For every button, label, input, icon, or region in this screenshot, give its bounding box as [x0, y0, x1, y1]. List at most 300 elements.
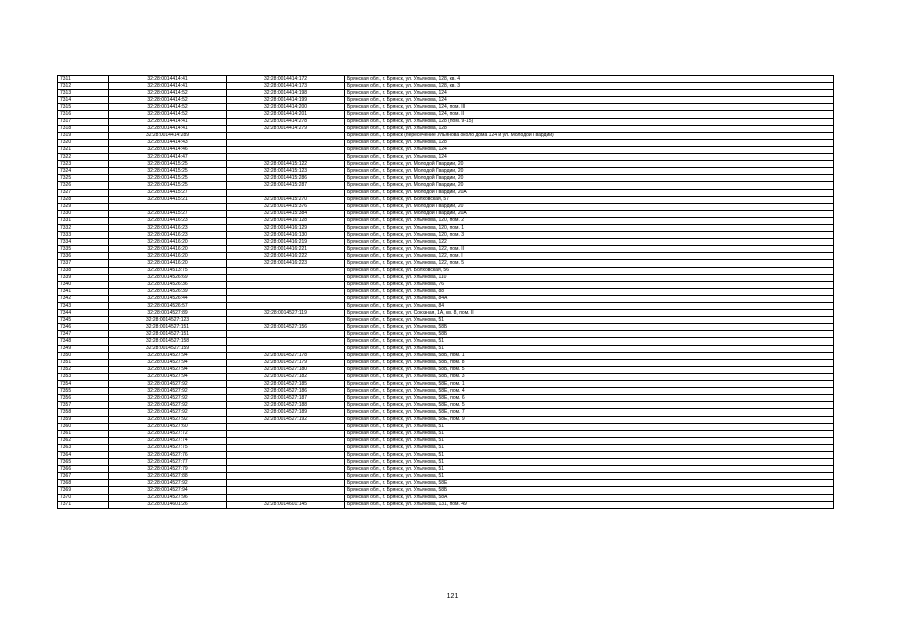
- land-cadastral-number-cell: 32:28:0014416:23: [109, 232, 227, 239]
- table-row: [58, 111, 834, 118]
- address-cell: Брянская обл., г. Брянск, ул. Молодой Гвардии, 20А: [345, 210, 834, 217]
- row-number-cell: 7369: [58, 487, 109, 494]
- building-cadastral-number-cell: [227, 139, 345, 146]
- row-number-cell: 7327: [58, 189, 109, 196]
- address-cell: Брянская обл., г. Брянск, ул. Ульянова, 51: [345, 473, 834, 480]
- address-cell: Брянская обл., г. Брянск, ул. Ульянова, 122: [345, 239, 834, 246]
- row-number-cell: 7333: [58, 232, 109, 239]
- land-cadastral-number-cell: 32:28:0014414:41: [109, 118, 227, 125]
- row-number-cell: 7360: [58, 423, 109, 430]
- row-number-cell: 7318: [58, 125, 109, 132]
- building-cadastral-number-cell: 32:28:0014414:278: [227, 118, 345, 125]
- land-cadastral-number-cell: 32:28:0014527:77: [109, 459, 227, 466]
- row-number-cell: 7312: [58, 83, 109, 90]
- address-cell: Брянская обл., г. Брянск, ул. Молодой Гвардии, 20: [345, 203, 834, 210]
- table-row: [58, 232, 834, 239]
- table-row: [58, 146, 834, 153]
- building-cadastral-number-cell: 32:28:0014527:182: [227, 373, 345, 380]
- row-number-cell: 7365: [58, 459, 109, 466]
- row-number-cell: 7347: [58, 331, 109, 338]
- land-cadastral-number-cell: [109, 203, 227, 210]
- row-number-cell: 7343: [58, 303, 109, 310]
- row-number-cell: 7356: [58, 395, 109, 402]
- table-row: [58, 139, 834, 146]
- row-number-cell: 7354: [58, 381, 109, 388]
- row-number-cell: 7313: [58, 90, 109, 97]
- address-cell: Брянская обл., г. Брянск, ул. Ульянова, 84: [345, 303, 834, 310]
- table-row: [58, 359, 834, 366]
- building-cadastral-number-cell: [227, 189, 345, 196]
- land-cadastral-number-cell: 32:28:0014527:92: [109, 388, 227, 395]
- building-cadastral-number-cell: [227, 338, 345, 345]
- land-cadastral-number-cell: 32:28:0014527:74: [109, 437, 227, 444]
- table-row: [58, 395, 834, 402]
- address-cell: Брянская обл., г. Брянск, ул. Ульянова, 128: [345, 139, 834, 146]
- row-number-cell: 7367: [58, 473, 109, 480]
- row-number-cell: 7316: [58, 111, 109, 118]
- building-cadastral-number-cell: 32:28:0014416:128: [227, 217, 345, 224]
- building-cadastral-number-cell: 32:28:0014415:384: [227, 210, 345, 217]
- address-cell: Брянская обл., г. Брянск, ул. Ульянова, 124: [345, 97, 834, 104]
- row-number-cell: 7349: [58, 345, 109, 352]
- table-row: [58, 416, 834, 423]
- table-row: [58, 239, 834, 246]
- address-cell: Брянская обл., г. Брянск, ул. Ульянова, 51: [345, 423, 834, 430]
- building-cadastral-number-cell: 32:28:0014527:188: [227, 402, 345, 409]
- table-row: [58, 501, 834, 508]
- address-cell: Брянская обл., г. Брянск, ул. Ульянова, 124, пом. III: [345, 104, 834, 111]
- row-number-cell: 7335: [58, 246, 109, 253]
- land-cadastral-number-cell: 32:28:0014527:94: [109, 359, 227, 366]
- table-row: [58, 217, 834, 224]
- land-cadastral-number-cell: 32:28:0014527:94: [109, 366, 227, 373]
- address-cell: Брянская обл., г. Брянск, ул. Ульянова, 51: [345, 317, 834, 324]
- row-number-cell: 7362: [58, 437, 109, 444]
- address-cell: Брянская обл., г. Брянск, ул. Ульянова, 58Б: [345, 331, 834, 338]
- table-row: [58, 295, 834, 302]
- address-cell: Брянская обл., г. Брянск, ул. Ульянова, 51: [345, 466, 834, 473]
- land-cadastral-number-cell: 32:28:0014527:94: [109, 373, 227, 380]
- table-row: [58, 423, 834, 430]
- address-cell: Брянская обл., г. Брянск, ул. Ульянова, 124: [345, 90, 834, 97]
- address-cell: Брянская обл., г. Брянск, ул. Ульянова, 58Е, пом. 9: [345, 416, 834, 423]
- address-cell: Брянская обл., г. Брянск, ул. Ульянова, 51: [345, 459, 834, 466]
- building-cadastral-number-cell: [227, 132, 345, 139]
- address-cell: Брянская обл., г. Брянск, ул. Союзная, 1А, кв. 8, пом. II: [345, 310, 834, 317]
- table-row: [58, 473, 834, 480]
- table-row: [58, 317, 834, 324]
- table-row: [58, 224, 834, 231]
- address-cell: Брянская обл., г. Брянск, ул. Ульянова, 122, пом. 5: [345, 260, 834, 267]
- land-cadastral-number-cell: 32:28:0014527:159: [109, 345, 227, 352]
- land-cadastral-number-cell: 32:28:0014414:52: [109, 97, 227, 104]
- building-cadastral-number-cell: [227, 480, 345, 487]
- row-number-cell: 7340: [58, 281, 109, 288]
- land-cadastral-number-cell: 32:28:0014414:47: [109, 154, 227, 161]
- table-row: [58, 246, 834, 253]
- building-cadastral-number-cell: [227, 317, 345, 324]
- address-cell: Брянская обл., г. Брянск, ул. Ульянова, 51: [345, 430, 834, 437]
- building-cadastral-number-cell: 32:28:0014415:287: [227, 182, 345, 189]
- row-number-cell: 7361: [58, 430, 109, 437]
- row-number-cell: 7357: [58, 402, 109, 409]
- land-cadastral-number-cell: 32:28:0014414:52: [109, 104, 227, 111]
- address-cell: Брянская обл., г. Брянск, ул. Ульянова, 58Б: [345, 487, 834, 494]
- land-cadastral-number-cell: 32:28:0014415:25: [109, 175, 227, 182]
- row-number-cell: 7336: [58, 253, 109, 260]
- building-cadastral-number-cell: [227, 437, 345, 444]
- row-number-cell: 7352: [58, 366, 109, 373]
- row-number-cell: 7319: [58, 132, 109, 139]
- address-cell: Брянская обл., г. Брянск, ул. Молодой Гвардии, 20: [345, 175, 834, 182]
- table-row: [58, 459, 834, 466]
- building-cadastral-number-cell: 32:28:0014414:198: [227, 90, 345, 97]
- address-cell: Брянская обл., г. Брянск, ул. Молодой Гвардии, 20А: [345, 189, 834, 196]
- building-cadastral-number-cell: [227, 473, 345, 480]
- land-cadastral-number-cell: 32:28:0014414:41: [109, 125, 227, 132]
- row-number-cell: 7368: [58, 480, 109, 487]
- land-cadastral-number-cell: 32:28:0014415:25: [109, 182, 227, 189]
- page-number: 121: [446, 593, 459, 600]
- address-cell: Брянская обл., г. Брянск, ул. Ульянова, 128, кв. 3: [345, 83, 834, 90]
- table-row: [58, 83, 834, 90]
- table-row: [58, 381, 834, 388]
- table-row: [58, 76, 834, 83]
- row-number-cell: 7314: [58, 97, 109, 104]
- row-number-cell: 7311: [58, 76, 109, 83]
- table-row: [58, 345, 834, 352]
- address-cell: Брянская обл., г. Брянск, ул. Молодой Гвардии, 20: [345, 161, 834, 168]
- row-number-cell: 7331: [58, 217, 109, 224]
- land-cadastral-number-cell: 32:28:0014526:36: [109, 281, 227, 288]
- address-cell: Брянская обл., г. Брянск, ул. Ульянова, 58Б, пом. 5: [345, 366, 834, 373]
- row-number-cell: 7326: [58, 182, 109, 189]
- land-cadastral-number-cell: 32:28:0014527:79: [109, 466, 227, 473]
- address-cell: Брянская обл., г. Брянск, ул. Ульянова, 51: [345, 444, 834, 451]
- building-cadastral-number-cell: [227, 451, 345, 458]
- row-number-cell: 7322: [58, 154, 109, 161]
- land-cadastral-number-cell: 32:28:0014527:96: [109, 494, 227, 501]
- building-cadastral-number-cell: 32:28:0014415:376: [227, 203, 345, 210]
- row-number-cell: 7366: [58, 466, 109, 473]
- table-row: [58, 366, 834, 373]
- land-cadastral-number-cell: 32:28:0014527:72: [109, 430, 227, 437]
- table-row: [58, 494, 834, 501]
- address-cell: Брянская обл., г. Брянск, ул. Ульянова, 124: [345, 154, 834, 161]
- row-number-cell: 7332: [58, 224, 109, 231]
- row-number-cell: 7324: [58, 168, 109, 175]
- table-row: [58, 210, 834, 217]
- row-number-cell: 7328: [58, 196, 109, 203]
- land-cadastral-number-cell: 32:28:0014527:151: [109, 324, 227, 331]
- building-cadastral-number-cell: 32:28:0014415:286: [227, 175, 345, 182]
- table-row: [58, 451, 834, 458]
- row-number-cell: 7329: [58, 203, 109, 210]
- land-cadastral-number-cell: 32:28:0014527:158: [109, 338, 227, 345]
- land-cadastral-number-cell: 32:28:0014527:76: [109, 451, 227, 458]
- table-row: [58, 324, 834, 331]
- building-cadastral-number-cell: 32:28:0014416:223: [227, 260, 345, 267]
- building-cadastral-number-cell: 32:28:0014414:201: [227, 111, 345, 118]
- land-cadastral-number-cell: 32:28:0014527:123: [109, 317, 227, 324]
- table-row: [58, 466, 834, 473]
- row-number-cell: 7338: [58, 267, 109, 274]
- table-row: [58, 288, 834, 295]
- building-cadastral-number-cell: [227, 146, 345, 153]
- address-cell: Брянская обл., г. Брянск, ул. Ульянова, 51: [345, 437, 834, 444]
- table-row: [58, 331, 834, 338]
- table-row: [58, 175, 834, 182]
- building-cadastral-number-cell: [227, 430, 345, 437]
- address-cell: Брянская обл., г. Брянск, ул. Ульянова, 58Б, пом. 8: [345, 359, 834, 366]
- table-row: [58, 125, 834, 132]
- building-cadastral-number-cell: 32:28:0014527:119: [227, 310, 345, 317]
- address-cell: Брянская обл., г. Брянск, ул. Ульянова, 124: [345, 146, 834, 153]
- table-row: [58, 182, 834, 189]
- address-cell: Брянская обл., г. Брянск, ул. Ульянова, 128 (пом. 9-15): [345, 118, 834, 125]
- land-cadastral-number-cell: 32:28:0014601:26: [109, 501, 227, 508]
- table-row: [58, 260, 834, 267]
- address-cell: Брянская обл., г. Брянск, ул. Ульянова, 84А: [345, 295, 834, 302]
- table-row: [58, 444, 834, 451]
- address-cell: Брянская обл., г. Брянск, ул. Ульянова, 120, пом. 1: [345, 224, 834, 231]
- land-cadastral-number-cell: 32:28:0014414:46: [109, 146, 227, 153]
- address-cell: Брянская обл., г. Брянск, ул. Ульянова, 58Е: [345, 480, 834, 487]
- land-cadastral-number-cell: 32:28:0014415:27: [109, 210, 227, 217]
- land-cadastral-number-cell: 32:28:0014415:21: [109, 196, 227, 203]
- building-cadastral-number-cell: [227, 459, 345, 466]
- row-number-cell: 7351: [58, 359, 109, 366]
- address-cell: Брянская обл., г. Брянск, ул. Ульянова, 88: [345, 288, 834, 295]
- building-cadastral-number-cell: 32:28:0014527:156: [227, 324, 345, 331]
- land-cadastral-number-cell: 32:28:0014527:151: [109, 331, 227, 338]
- row-number-cell: 7321: [58, 146, 109, 153]
- table-row: [58, 90, 834, 97]
- table-row: [58, 274, 834, 281]
- land-cadastral-number-cell: 32:28:0014527:92: [109, 409, 227, 416]
- table-row: [58, 189, 834, 196]
- row-number-cell: 7330: [58, 210, 109, 217]
- building-cadastral-number-cell: [227, 487, 345, 494]
- row-number-cell: 7371: [58, 501, 109, 508]
- address-cell: Брянская обл., г. Брянск, ул. Ульянова, 120, пом. 2: [345, 217, 834, 224]
- building-cadastral-number-cell: [227, 295, 345, 302]
- building-cadastral-number-cell: 32:28:0014416:130: [227, 232, 345, 239]
- land-cadastral-number-cell: 32:28:0014527:88: [109, 473, 227, 480]
- land-cadastral-number-cell: 32:28:0014415:25: [109, 168, 227, 175]
- building-cadastral-number-cell: [227, 274, 345, 281]
- row-number-cell: 7363: [58, 444, 109, 451]
- land-cadastral-number-cell: 32:28:0014414:43: [109, 139, 227, 146]
- land-cadastral-number-cell: 32:28:0014527:94: [109, 352, 227, 359]
- land-cadastral-number-cell: 32:28:0014527:94: [109, 487, 227, 494]
- table-row: [58, 118, 834, 125]
- address-cell: Брянская обл., г. Брянск, ул. Ульянова, 128: [345, 125, 834, 132]
- address-cell: Брянская обл., г. Брянск, ул. Ульянова, 58Е, пом. 7: [345, 409, 834, 416]
- row-number-cell: 7346: [58, 324, 109, 331]
- address-cell: Брянская обл., г. Брянск, ул. Ульянова, 58Б, пом. 3: [345, 373, 834, 380]
- address-cell: Брянская обл., г. Брянск, ул. Ульянова, 122, пом. I: [345, 253, 834, 260]
- row-number-cell: 7342: [58, 295, 109, 302]
- row-number-cell: 7317: [58, 118, 109, 125]
- land-cadastral-number-cell: 32:28:0014527:92: [109, 381, 227, 388]
- land-cadastral-number-cell: 32:28:0014526:44: [109, 295, 227, 302]
- building-cadastral-number-cell: 32:28:0014414:173: [227, 83, 345, 90]
- row-number-cell: 7344: [58, 310, 109, 317]
- table-row: [58, 402, 834, 409]
- land-cadastral-number-cell: 32:28:0014414:52: [109, 111, 227, 118]
- row-number-cell: 7353: [58, 373, 109, 380]
- row-number-cell: 7345: [58, 317, 109, 324]
- building-cadastral-number-cell: 32:28:0014527:187: [227, 395, 345, 402]
- building-cadastral-number-cell: 32:28:0014416:222: [227, 253, 345, 260]
- land-cadastral-number-cell: 32:28:0014526:39: [109, 288, 227, 295]
- address-cell: Брянская обл., г. Брянск, ул. Болховская, 57: [345, 196, 834, 203]
- building-cadastral-number-cell: 32:28:0014527:179: [227, 359, 345, 366]
- land-cadastral-number-cell: 32:28:0014414:41: [109, 83, 227, 90]
- address-cell: Брянская обл., г. Брянск, ул. Ульянова, 51: [345, 451, 834, 458]
- building-cadastral-number-cell: [227, 444, 345, 451]
- land-cadastral-number-cell: 32:28:0014416:20: [109, 260, 227, 267]
- table-row: [58, 437, 834, 444]
- row-number-cell: 7337: [58, 260, 109, 267]
- land-cadastral-number-cell: 32:28:0014527:89: [109, 310, 227, 317]
- land-cadastral-number-cell: 32:28:0014416:20: [109, 246, 227, 253]
- row-number-cell: 7334: [58, 239, 109, 246]
- table-row: [58, 430, 834, 437]
- table-row: [58, 388, 834, 395]
- table-row: [58, 104, 834, 111]
- row-number-cell: 7348: [58, 338, 109, 345]
- row-number-cell: 7364: [58, 451, 109, 458]
- row-number-cell: 7350: [58, 352, 109, 359]
- registry-table-body: [58, 76, 834, 509]
- address-cell: Брянская обл., г. Брянск, ул. Ульянова, 120, пом. 3: [345, 232, 834, 239]
- land-cadastral-number-cell: 32:28:0014513:75: [109, 267, 227, 274]
- table-row: [58, 253, 834, 260]
- table-row: [58, 352, 834, 359]
- address-cell: Брянская обл., г. Брянск, ул. Молодой Гвардии, 20: [345, 182, 834, 189]
- building-cadastral-number-cell: 32:28:0014414:279: [227, 125, 345, 132]
- address-cell: Брянская обл., г. Брянск, ул. Ульянова, 58Е, пом. 6: [345, 395, 834, 402]
- table-row: [58, 487, 834, 494]
- address-cell: Брянская обл., г. Брянск, ул. Ульянова, 58Е, пом. 5: [345, 402, 834, 409]
- building-cadastral-number-cell: [227, 331, 345, 338]
- table-row: [58, 196, 834, 203]
- address-cell: Брянская обл., г. Брянск, ул. Ульянова, 58Б, пом. 1: [345, 352, 834, 359]
- building-cadastral-number-cell: [227, 494, 345, 501]
- building-cadastral-number-cell: 32:28:0014414:200: [227, 104, 345, 111]
- address-cell: Брянская обл., г. Брянск, ул. Ульянова, 122, пом. II: [345, 246, 834, 253]
- row-number-cell: 7320: [58, 139, 109, 146]
- building-cadastral-number-cell: [227, 466, 345, 473]
- address-cell: Брянская обл., г. Брянск, ул. Ульянова, 124, пом. II: [345, 111, 834, 118]
- row-number-cell: 7359: [58, 416, 109, 423]
- building-cadastral-number-cell: [227, 345, 345, 352]
- address-cell: Брянская обл., г. Брянск, ул. Ульянова, 58А: [345, 494, 834, 501]
- building-cadastral-number-cell: [227, 154, 345, 161]
- row-number-cell: 7339: [58, 274, 109, 281]
- building-cadastral-number-cell: 32:28:0014415:122: [227, 161, 345, 168]
- building-cadastral-number-cell: 32:28:0014416:221: [227, 246, 345, 253]
- building-cadastral-number-cell: [227, 267, 345, 274]
- building-cadastral-number-cell: 32:28:0014415:270: [227, 196, 345, 203]
- land-cadastral-number-cell: 32:28:0014416:20: [109, 253, 227, 260]
- row-number-cell: 7323: [58, 161, 109, 168]
- building-cadastral-number-cell: 32:28:0014601:145: [227, 501, 345, 508]
- address-cell: Брянская обл., г. Брянск, ул. Молодой Гвардии, 20: [345, 168, 834, 175]
- address-cell: Брянская обл., г. Брянск, ул. Ульянова, 51: [345, 345, 834, 352]
- table-row: [58, 168, 834, 175]
- building-cadastral-number-cell: 32:28:0014527:186: [227, 388, 345, 395]
- table-row: [58, 161, 834, 168]
- land-cadastral-number-cell: 32:28:0014416:20: [109, 239, 227, 246]
- land-cadastral-number-cell: 32:28:0014414:41: [109, 76, 227, 83]
- land-cadastral-number-cell: 32:28:0014527:60: [109, 423, 227, 430]
- address-cell: Брянская обл., г. Брянск, ул. Ульянова, 76: [345, 281, 834, 288]
- address-cell: Брянская обл., г. Брянск, ул. Ульянова, 58Е, пом. 4: [345, 388, 834, 395]
- land-cadastral-number-cell: 32:28:0014415:25: [109, 161, 227, 168]
- row-number-cell: 7358: [58, 409, 109, 416]
- land-cadastral-number-cell: 32:28:0014527:92: [109, 480, 227, 487]
- land-cadastral-number-cell: 32:28:0014414:52: [109, 90, 227, 97]
- table-row: [58, 338, 834, 345]
- land-cadastral-number-cell: 32:28:0014527:75: [109, 444, 227, 451]
- land-cadastral-number-cell: 32:28:0014526:69: [109, 274, 227, 281]
- address-cell: Брянская обл., г. Брянск, ул. Ульянова, 58Б: [345, 324, 834, 331]
- land-cadastral-number-cell: 32:28:0014527:92: [109, 402, 227, 409]
- table-row: [58, 303, 834, 310]
- address-cell: Брянская обл., г. Брянск, ул. Ульянова, 128, кв. 4: [345, 76, 834, 83]
- land-cadastral-number-cell: 32:28:0014415:27: [109, 189, 227, 196]
- address-cell: Брянская обл., г. Брянск, ул. Ульянова, 131, пом. 49: [345, 501, 834, 508]
- land-cadastral-number-cell: 32:28:0014414:289: [109, 132, 227, 139]
- table-row: [58, 267, 834, 274]
- table-row: [58, 480, 834, 487]
- land-cadastral-number-cell: 32:28:0014416:23: [109, 224, 227, 231]
- building-cadastral-number-cell: 32:28:0014416:129: [227, 224, 345, 231]
- table-row: [58, 281, 834, 288]
- building-cadastral-number-cell: 32:28:0014527:192: [227, 416, 345, 423]
- building-cadastral-number-cell: 32:28:0014416:219: [227, 239, 345, 246]
- building-cadastral-number-cell: 32:28:0014527:180: [227, 366, 345, 373]
- building-cadastral-number-cell: 32:28:0014414:199: [227, 97, 345, 104]
- building-cadastral-number-cell: [227, 423, 345, 430]
- row-number-cell: 7355: [58, 388, 109, 395]
- building-cadastral-number-cell: 32:28:0014527:178: [227, 352, 345, 359]
- row-number-cell: 7325: [58, 175, 109, 182]
- building-cadastral-number-cell: 32:28:0014527:185: [227, 381, 345, 388]
- table-row: [58, 154, 834, 161]
- table-row: [58, 132, 834, 139]
- land-cadastral-number-cell: 32:28:0014527:92: [109, 395, 227, 402]
- land-cadastral-number-cell: 32:28:0014526:57: [109, 303, 227, 310]
- row-number-cell: 7341: [58, 288, 109, 295]
- address-cell: Брянская обл., г. Брянск, ул. Ульянова, 51: [345, 338, 834, 345]
- table-row: [58, 203, 834, 210]
- table-row: [58, 409, 834, 416]
- land-cadastral-number-cell: 32:28:0014527:92: [109, 416, 227, 423]
- registry-table: [57, 75, 834, 509]
- building-cadastral-number-cell: 32:28:0014527:189: [227, 409, 345, 416]
- address-cell: Брянская обл., г. Брянск, ул. Ульянова, 110: [345, 274, 834, 281]
- building-cadastral-number-cell: [227, 303, 345, 310]
- land-cadastral-number-cell: 32:28:0014416:23: [109, 217, 227, 224]
- building-cadastral-number-cell: [227, 281, 345, 288]
- table-row: [58, 97, 834, 104]
- address-cell: Брянская обл., г. Брянск, ул. Болховская, 56: [345, 267, 834, 274]
- address-cell: Брянская обл., г. Брянск, ул. Ульянова, 58Е, пом. 1: [345, 381, 834, 388]
